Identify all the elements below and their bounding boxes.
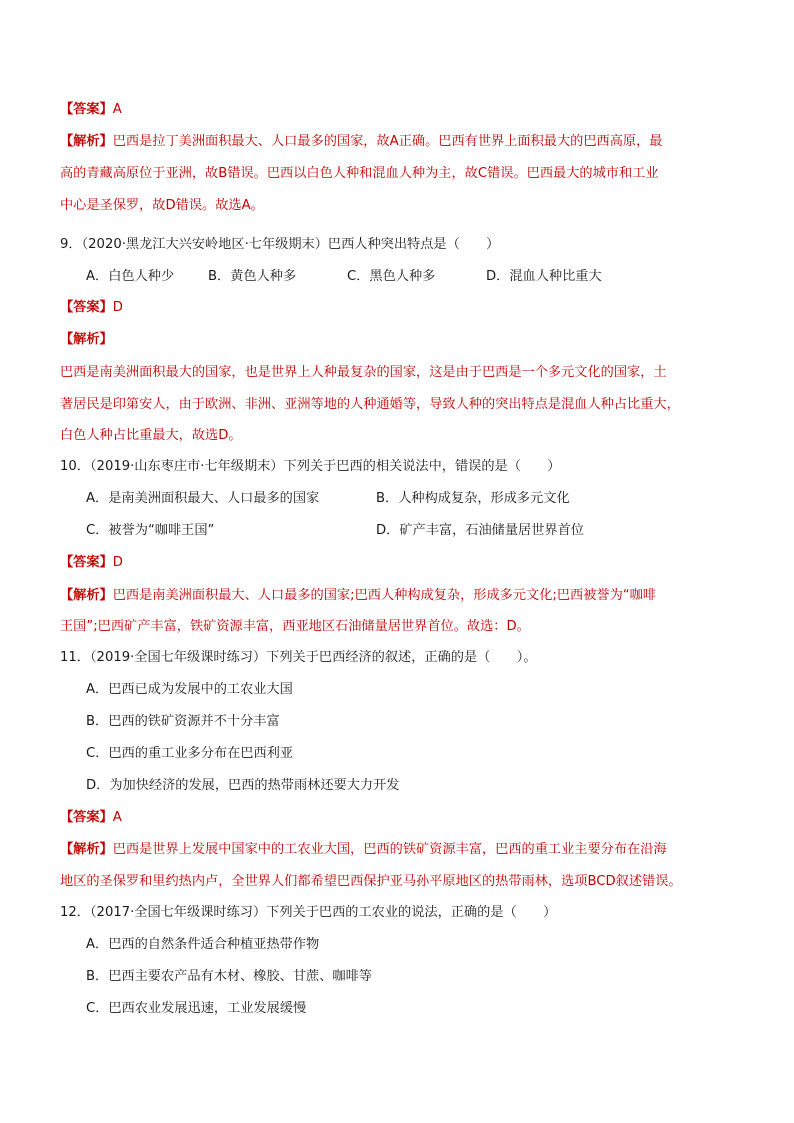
q8-analysis-line-2: 高的青藏高原位于亚洲，故B错误。巴西以白色人种和混血人种为主，故C错误。巴西最大的城市和工业 (60, 166, 659, 181)
q11-analysis-line-2: 地区的圣保罗和里约热内卢，全世界人们都希望巴西保护亚马孙平原地区的热带雨林，选项BCD叙述错误。 (60, 874, 682, 889)
q10-stem: 10．（2019·山东枣庄市·七年级期末）下列关于巴西的相关说法中，错误的是（ ） (60, 459, 561, 474)
q9-option-a: A．白色人种少 (86, 269, 175, 284)
answer-value: D (112, 300, 123, 315)
answer-value: A (112, 102, 122, 117)
q9-analysis-tag-line (60, 330, 113, 350)
q10-analysis-line-2: 王国”;巴西矿产丰富，铁矿资源丰富，西亚地区石油储量居世界首位。故选：D。 (60, 619, 530, 634)
analysis-tag: 【解析】 (60, 588, 113, 603)
q10-option-c: C．被誉为“咖啡王国” (86, 523, 215, 538)
q12-option-c: C．巴西农业发展迅速，工业发展缓慢 (86, 1001, 307, 1016)
answer-tag: 【答案】 (60, 555, 113, 570)
answer-value: D (112, 555, 123, 570)
q9-option-d: D．混血人种比重大 (486, 269, 602, 284)
q12-option-b: B．巴西主要农产品有木材、橡胶、甘蔗、咖啡等 (86, 969, 372, 984)
q11-option-d: D．为加快经济的发展，巴西的热带雨林还要大力开发 (86, 778, 400, 793)
q10-analysis-line-1 (60, 586, 656, 606)
q12-stem: 12．（2017·全国七年级课时练习）下列关于巴西的工农业的说法，正确的是（ ） (60, 905, 557, 920)
q9-stem: 9．（2020·黑龙江大兴安岭地区·七年级期末）巴西人种突出特点是（ ） (60, 237, 500, 252)
q10-option-a: A．是南美洲面积最大、人口最多的国家 (86, 491, 320, 506)
q9-analysis-line-2: 著居民是印第安人，由于欧洲、非洲、亚洲等地的人种通婚等，导致人种的突出特点是混血人种占比重大， (60, 397, 680, 412)
q11-option-b: B．巴西的铁矿资源并不十分丰富 (86, 714, 280, 729)
q8-answer-line (60, 100, 122, 120)
q9-option-b: B．黄色人种多 (208, 269, 297, 284)
q11-option-c: C．巴西的重工业多分布在巴西利亚 (86, 746, 294, 761)
q9-answer-line (60, 298, 123, 318)
q10-answer-line (60, 553, 123, 573)
q12-option-a: A．巴西的自然条件适合种植亚热带作物 (86, 937, 320, 952)
q8-analysis-line-1 (60, 132, 662, 152)
q10-option-d: D．矿产丰富，石油储量居世界首位 (376, 523, 584, 538)
answer-tag: 【答案】 (60, 102, 113, 117)
q11-stem: 11．（2019·全国七年级课时练习）下列关于巴西经济的叙述，正确的是（ ）。 (60, 650, 537, 665)
q10-option-b: B．人种构成复杂，形成多元文化 (376, 491, 570, 506)
q9-analysis-line-1: 巴西是南美洲面积最大的国家，也是世界上人种最复杂的国家，这是由于巴西是一个多元文化的国家，土 (60, 365, 667, 380)
analysis-text: 巴西是拉丁美洲面积最大、人口最多的国家，故A正确。巴西有世界上面积最大的巴西高原，最 (112, 134, 663, 149)
q11-option-a: A．巴西已成为发展中的工农业大国 (86, 682, 293, 697)
analysis-tag: 【解析】 (60, 332, 113, 347)
analysis-text: 巴西是南美洲面积最大、人口最多的国家;巴西人种构成复杂，形成多元文化;巴西被誉为“咖啡 (112, 588, 656, 603)
analysis-tag: 【解析】 (60, 134, 113, 149)
analysis-text: 巴西是世界上发展中国家中的工农业大国，巴西的铁矿资源丰富，巴西的重工业主要分布在沿海 (112, 842, 667, 857)
q9-option-c: C．黑色人种多 (347, 269, 436, 284)
analysis-tag: 【解析】 (60, 842, 113, 857)
answer-tag: 【答案】 (60, 810, 113, 825)
q9-analysis-line-3: 白色人种占比重最大，故选D。 (60, 428, 242, 443)
answer-value: A (112, 810, 122, 825)
answer-tag: 【答案】 (60, 300, 113, 315)
q11-analysis-line-1 (60, 840, 667, 860)
q11-answer-line (60, 808, 122, 828)
q8-analysis-line-3: 中心是圣保罗，故D错误。故选A。 (60, 198, 264, 213)
